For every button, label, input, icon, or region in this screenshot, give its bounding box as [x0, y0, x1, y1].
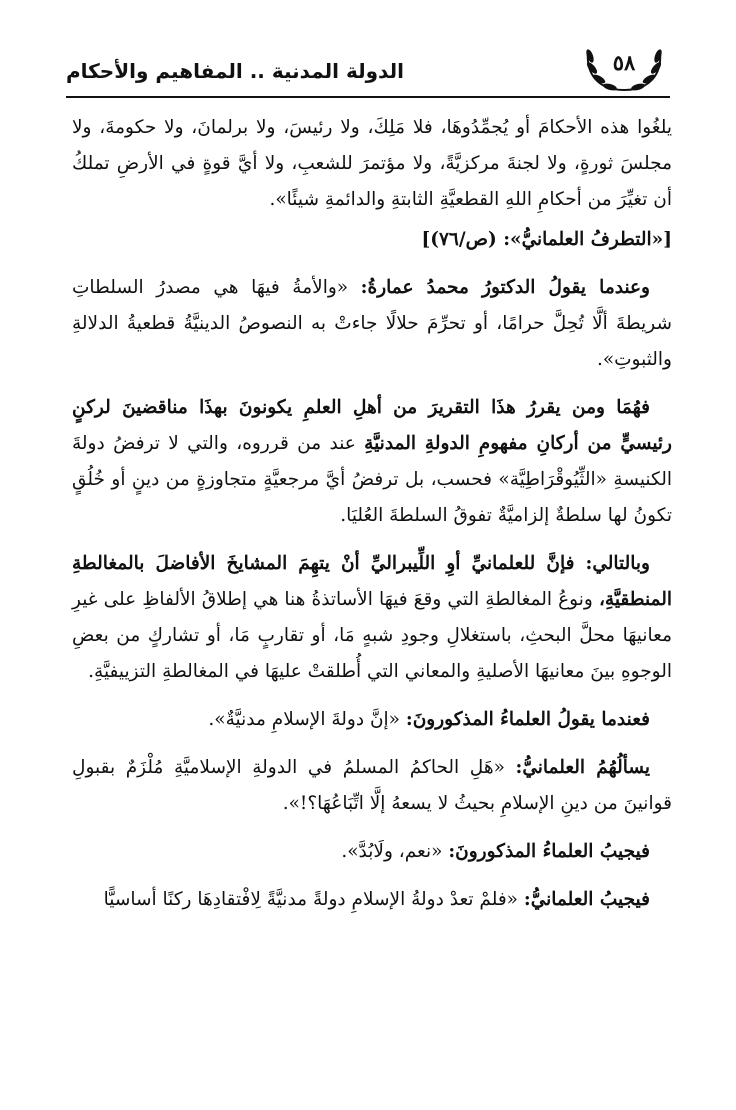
paragraph-3-text: عند من قرروه، والتي لا ترفضُ دولةَ الكنيسةِ «الثِّيُوقْرَاطِيَّة» فحسب، بل ترفضُ أيَّ مرجعيَّةٍ متجاوزةٍ من دينٍ أو خُلُقٍ تكونُ لها سلطةٌ إلزاميَّةٌ تفوقُ السلطةَ العُليَا.: [72, 433, 672, 526]
paragraph-5-text: «إنَّ دولةَ الإسلامِ مدنيَّةٌ».: [208, 709, 406, 730]
paragraph-4-text: ونوعُ المغالطةِ التي وقعَ فيهَا الأساتذةُ هنا هي إطلاقُ الألفاظِ على غيرِ معانيهَا محلَّ البحثِ، باستغلالِ وجودِ شبهٍ مَا، أو تقاربٍ مَا، أو تشاركٍ من بعضِ الوجوهِ بينَ معانيهَا الأصليةِ والمعاني التي أُطلقتْ عليهَا في المغالطةِ التزييفيَّةِ.: [72, 589, 672, 682]
paragraph-5: [72, 702, 672, 738]
paragraph-4-lead: وبالتالي: فإنَّ للعلمانيِّ أوِ اللِّيبراليِّ أنْ يتهِمَ المشايخَ الأفاضلَ بالمغالطةِ المنطقيَّةِ،: [72, 553, 672, 610]
section-label: [«التطرفُ العلمانيُّ»: (ص/٧٦)]: [421, 229, 672, 250]
paragraph-6-text: «هَلِ الحاكمُ المسلمُ في الدولةِ الإسلاميَّةِ مُلْزَمٌ بقبولِ قوانينَ من دينِ الإسلامِ بحيثُ لا يسعهُ إلَّا اتِّبَاعُهَا؟!».: [72, 757, 672, 814]
page-body: [72, 110, 672, 918]
paragraph-1-text: يلغُوا هذه الأحكامَ أو يُجمِّدُوهَا، فلا مَلِكَ، ولا رئيسَ، ولا برلمانَ، ولا حكومةَ، ولا مجلسَ ثورةٍ، ولا لجنةَ مركزيَّةً، ولا مؤتمرَ للشعبِ، ولا أيَّ قوةٍ في الأرضِ تملكُ أن تغيِّرَ من أحكامِ اللهِ القطعيَّةِ الثابتةِ والدائمةِ شيئًا».: [72, 117, 672, 210]
paragraph-8: [72, 882, 672, 918]
running-title: الدولة المدنية .. المفاهيم والأحكام: [66, 59, 404, 83]
paragraph-6-lead: يسألُهُمُ العلمانيُّ:: [515, 757, 651, 778]
paragraph-6: [72, 750, 672, 822]
paragraph-7-text: «نعم، ولَابُدَّ».: [341, 841, 449, 862]
paragraph-2: [72, 270, 672, 378]
paragraph-7-lead: فيجيبُ العلماءُ المذكورونَ:: [448, 841, 650, 862]
paragraph-4: [72, 546, 672, 690]
paragraph-5-lead: فعندما يقولُ العلماءُ المذكورونَ:: [405, 709, 650, 730]
paragraph-2-lead: وعندما يقولُ الدكتورُ محمدُ عمارةُ:: [360, 277, 650, 298]
paragraph-3-lead: فهُمَا ومن يقررُ هذَا التقريرَ من أهلِ العلمِ يكونونَ بهذَا مناقضينَ لركنٍ رئيسيٍّ من أركانِ مفهومِ الدولةِ المدنيَّةِ: [72, 397, 672, 454]
paragraph-2-text: «والأمةُ فيهَا هي مصدرُ السلطاتِ شريطةَ ألَّا تُحِلَّ حرامًا، أو تحرِّمَ حلالًا جاءتْ به النصوصُ الدينيَّةُ قطعيةُ الدلالةِ والثبوتِ».: [72, 277, 672, 370]
header-divider: [66, 96, 670, 98]
paragraph-3: [72, 390, 672, 534]
paragraph-1: [72, 110, 672, 218]
paragraph-8-lead: فيجيبُ العلمانيُّ:: [523, 889, 650, 910]
paragraph-7: [72, 834, 672, 870]
paragraph-8-text: «فلمْ تعدْ دولةُ الإسلامِ دولةً مدنيَّةً لِافْتقادِهَا ركنًا أساسيًّا: [103, 889, 524, 910]
page-header: [66, 38, 670, 98]
page-number: ٥٨: [612, 50, 636, 75]
page-number-ornament: [578, 38, 670, 98]
